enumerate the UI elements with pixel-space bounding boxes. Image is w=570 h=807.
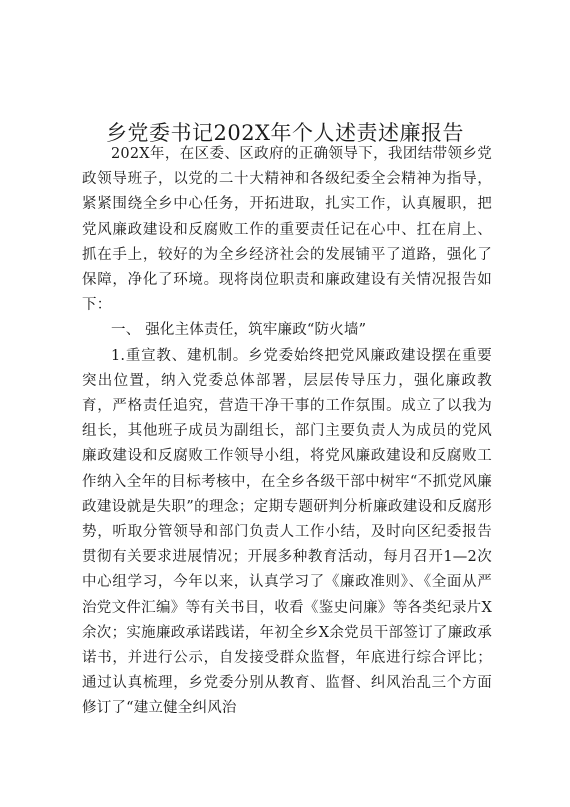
section-heading-1: 一、 强化主体责任，筑牢廉政“防火墙” <box>111 322 367 339</box>
document-title: 乡党委书记202X年个人述责述廉报告 <box>105 121 465 146</box>
intro-paragraph: 202X年，在区委、区政府的正确领导下，我团结带领乡党政领导班子，以党的二十大精神和各级纪委全会精神为指导，紧紧围绕全乡中心任务，开拓进取，扎实工作，认真履职，把党风廉政建设和反腐败工作的重要责任记在心中、扛在肩上、抓在手上，较好的为全乡经济社会的发展铺平了道路，强化了保障，净化了环境。现将岗位职责和廉政建设有关情况报告如下： <box>82 146 492 314</box>
section-1-paragraph-1: 1.重宣教、建机制。乡党委始终把党风廉政建设摆在重要突出位置，纳入党委总体部署，层层传导压力，强化廉政教育，严格责任追究，营造干净干事的工作氛围。成立了以我为组长，其他班子成员为副组长，部门主要负责人为成员的党风廉政建设和反腐败工作领导小组，将党风廉政建设和反腐败工作纳入全年的目标考核中，在全乡各级干部中树牢“不抓党风廉政建设就是失职”的理念；定期专题研判分析廉政建设和反腐形势，听取分管领导和部门负责人工作小结，及时向区纪委报告贯彻有关要求进展情况；开展多种教育活动，每月召开1—2次中心组学习，今年以来，认真学习了《廉政准则》、《全面从严治党文件汇编》等有关书目，收看《鉴史问廉》等各类纪录片X余次；实施廉政承诺践诺，年初全乡X余党员干部签订了廉政承诺书，并进行公示，自发接受群众监督，年底进行综合评比；通过认真梳理，乡党委分别从教育、监督、纠风治乱三个方面修订了“建立健全纠风治 <box>82 347 492 717</box>
document-body <box>82 142 492 722</box>
